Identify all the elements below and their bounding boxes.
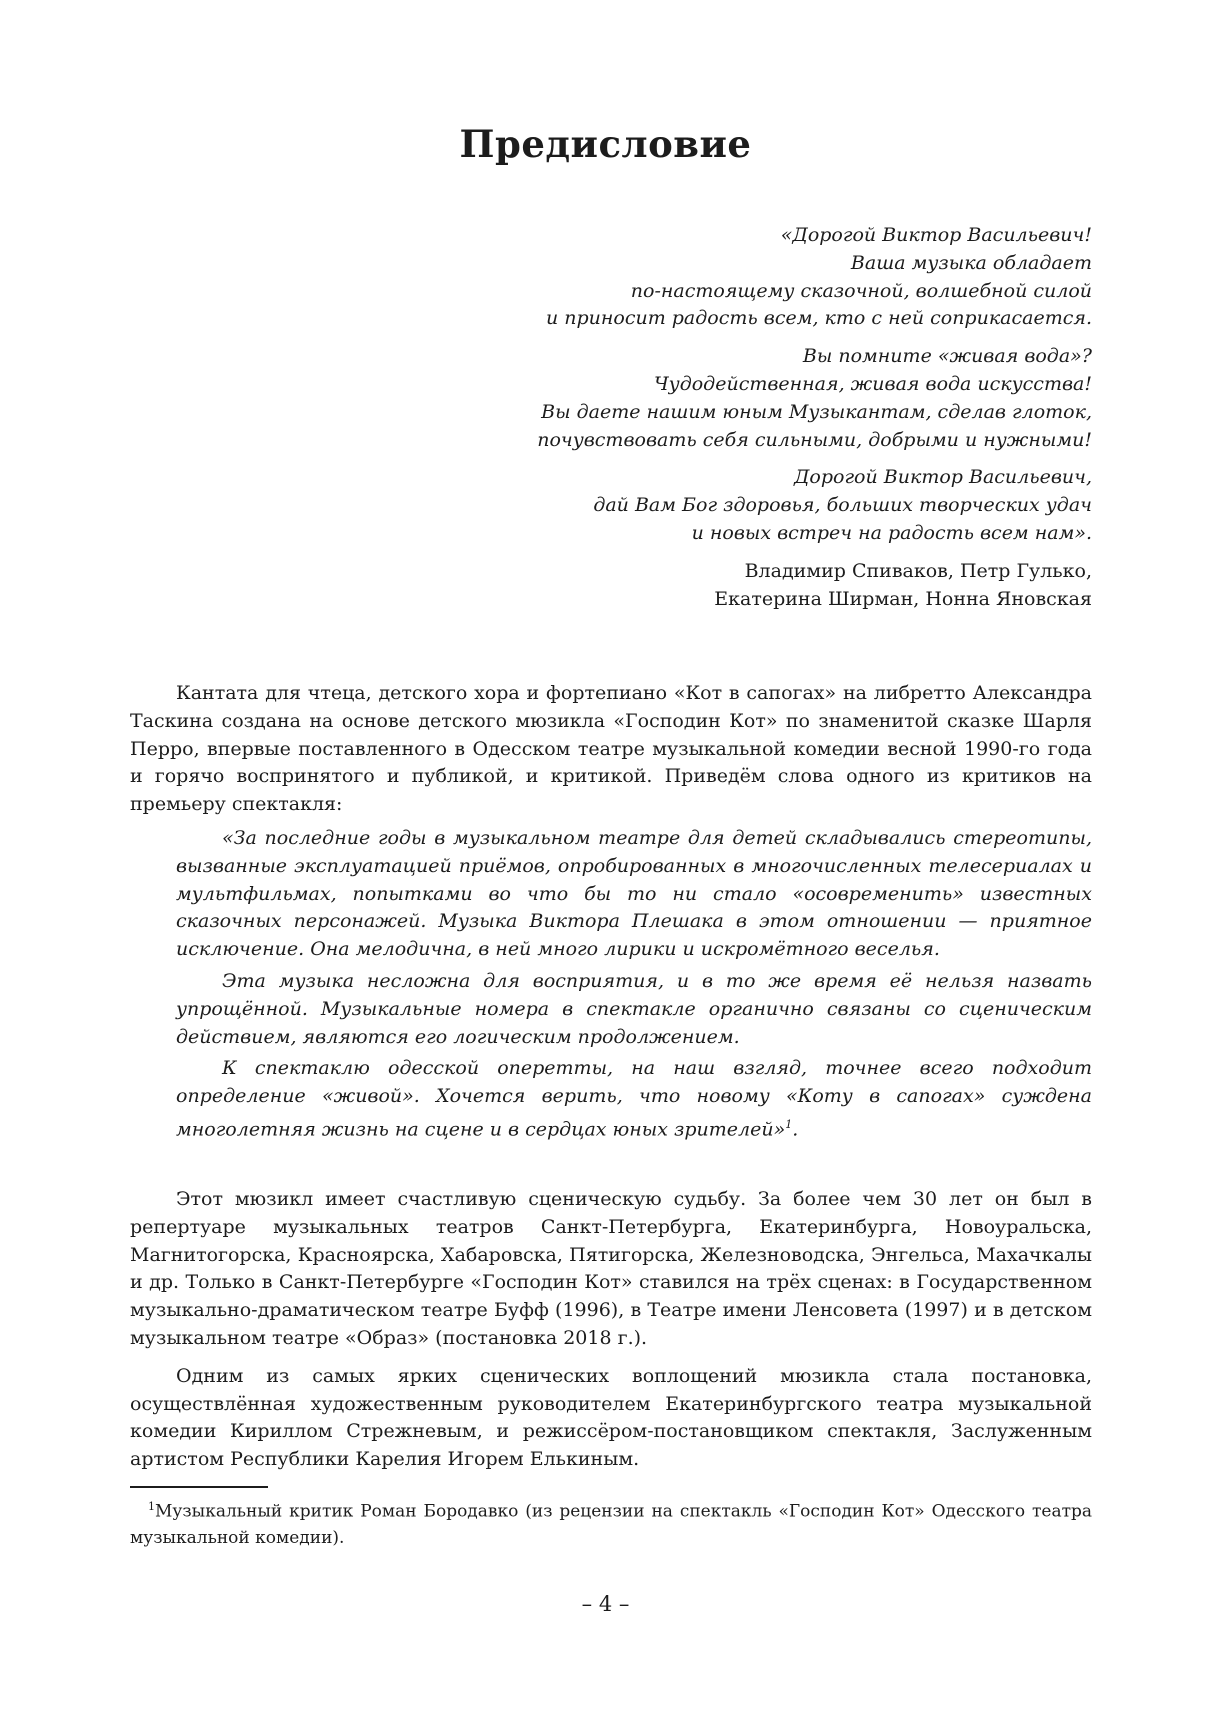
epigraph-line: Ваша музыка обладает [850, 251, 1092, 274]
page-number: – 4 – [581, 1592, 630, 1616]
main-text [130, 680, 1092, 1474]
epigraph-stanza [470, 464, 1092, 547]
quote-text: К спектаклю одесской оперетты, на наш взгляд, точнее всего подходит определение «живой». Хочется верить, что новому «Коту в сапогах» суждена многолетняя жизнь на сцене и в сердцах юных зрителей» [176, 1057, 1092, 1141]
epigraph-line: Чудодейственная, живая вода искусства! [653, 372, 1092, 395]
epigraph-stanza [470, 343, 1092, 454]
critic-quote [176, 825, 1092, 1144]
epigraph-line: Вы помните «живая вода»? [802, 345, 1092, 368]
epigraph-stanza [470, 222, 1092, 333]
epigraph-line: и новых встреч на радость всем нам». [691, 521, 1092, 544]
epigraph-authors [470, 558, 1092, 614]
author-line: Екатерина Ширман, Нонна Яновская [714, 587, 1092, 610]
footnote [130, 1494, 1092, 1551]
epigraph [470, 222, 1092, 613]
epigraph-line: «Дорогой Виктор Васильевич! [780, 224, 1092, 246]
body-paragraph: Одним из самых ярких сценических воплощений мюзикла стала постановка, осуществлённая художественным руководителем Екатеринбургского театра музыкальной комедии Кириллом Стрежневым, и режиссёром-постановщиком спектакля, Заслуженным артистом Республики Карелия Игорем Елькиным. [130, 1364, 1092, 1471]
quote-paragraph: «За последние годы в музыкальном театре для детей складывались стереотипы, вызванные эксплуатацией приёмов, опробированных в многочисленных телесериалах и мультфильмах, попытками во что бы то ни стало «осовременить» известных сказочных персонажей. Музыка Виктора Плешака в этом отношении — приятное исключение. Она мелодична, в ней много лирики и искромётного веселья. [176, 826, 1092, 961]
epigraph-line: почувствовать себя сильными, добрыми и нужными! [537, 428, 1092, 451]
epigraph-line: дай Вам Бог здоровья, больших творческих удач [593, 494, 1092, 517]
footnote-text: Музыкальный критик Роман Бородавко (из рецензии на спектакль «Господин Кот» Одесского театра музыкальной комедии). [130, 1501, 1092, 1548]
epigraph-line: Вы даете нашим юным Музыкантам, сделав глоток, [541, 400, 1092, 423]
page-title: Предисловие [459, 122, 752, 166]
footnote-mark: 1 [148, 1500, 155, 1513]
footnote-reference[interactable]: 1 [785, 1117, 793, 1131]
quote-paragraph: К спектаклю одесской оперетты, на наш взгляд, точнее всего подходит определение «живой». Хочется верить, что новому «Коту в сапогах» суждена многолетняя жизнь на сцене и в сердцах юных зрителей»$^1$. [176, 1057, 1092, 1141]
quote-paragraph: Эта музыка несложна для восприятия, и в то же время её нельзя назвать упрощённой. Музыкальные номера в спектакле органично связаны со сценическим действием, являются его логическим продолжением. [176, 969, 1092, 1048]
epigraph-line: и приносит радость всем, кто с ней соприкасается. [545, 307, 1092, 330]
intro-paragraph: Кантата для чтеца, детского хора и фортепиано «Кот в сапогах» на либретто Александра Таскина создана на основе детского мюзикла «Господин Кот» по знаменитой сказке Шарля Перро, впервые поставленного в Одесском театре музыкальной комедии весной 1990-го года и горячо воспринятого и публикой, и критикой. Приведём слова одного из критиков на премьеру спектакля: [130, 682, 1092, 816]
footnote-divider [130, 1486, 268, 1488]
author-line: Владимир Спиваков, Петр Гулько, [744, 559, 1092, 582]
body-paragraph: Этот мюзикл имеет счастливую сценическую судьбу. За более чем 30 лет он был в репертуаре музыкальных театров Санкт-Петербурга, Екатеринбурга, Новоуральска, Магнитогорска, Красноярска, Хабаровска, Пятигорска, Железноводска, Энгельса, Махачкалы и др. Только в Санкт-Петербурге «Господин Кот» ставился на трёх сценах: в Государственном музыкально-драматическом театре Буфф (1996), в Театре имени Ленсовета (1997) и в детском музыкальном театре «Образ» (постановка 2018 г.). [130, 1188, 1092, 1350]
epigraph-line: по-настоящему сказочной, волшебной силой [630, 279, 1092, 302]
epigraph-line: Дорогой Виктор Васильевич, [793, 466, 1092, 489]
spacer [130, 1148, 1092, 1186]
